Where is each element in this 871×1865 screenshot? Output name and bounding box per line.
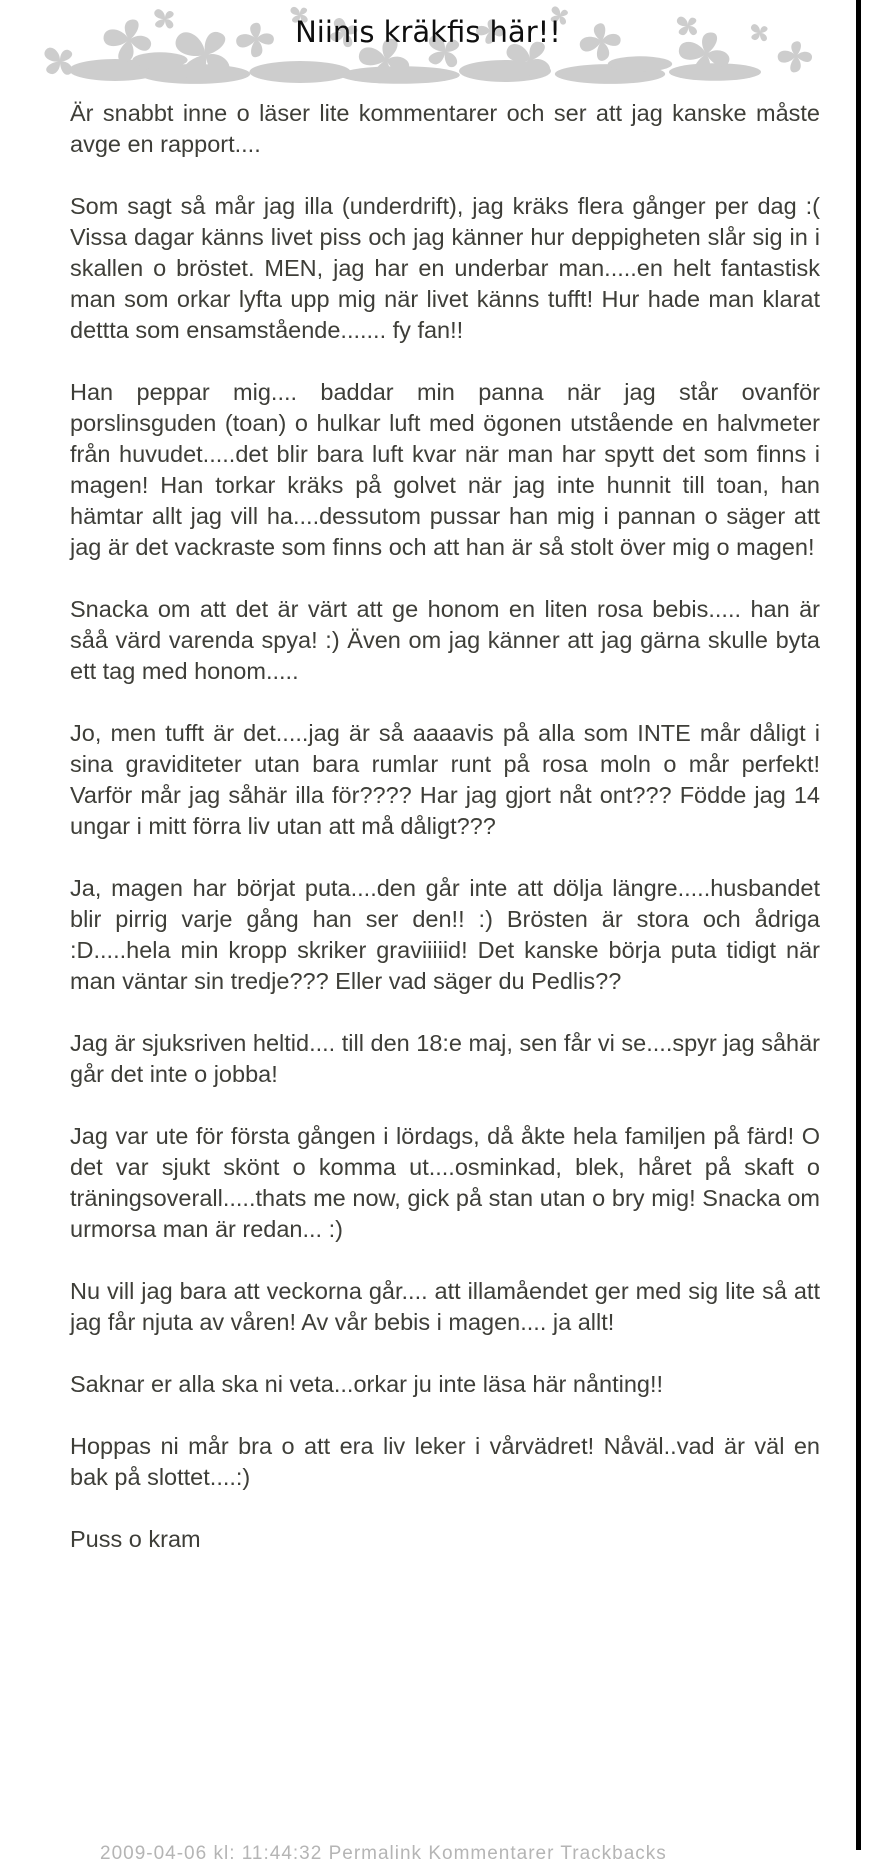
- post-paragraph: Han peppar mig.... baddar min panna när jag står ovanför porslinsguden (toan) o hulkar luft med ögonen utstående en halvmeter från huvudet.....det blir bara luft kvar när man har spytt det som finns i magen! Han torkar kräks på golvet när jag inte hunnit till toan, han hämtar allt jag vill ha....dessutom pussar han mig i pannan o säger att jag är det vackraste som finns och att han är så stolt över mig o magen!: [70, 379, 820, 560]
- post-title: Niinis kräkfis här!!: [295, 15, 561, 49]
- post-paragraph: Är snabbt inne o läser lite kommentarer och ser att jag kanske måste avge en rapport....: [70, 100, 820, 157]
- post-paragraph: Jo, men tufft är det.....jag är så aaaavis på alla som INTE mår dåligt i sina graviditeter utan bara rumlar runt på rosa moln o mår perfekt! Varför mår jag såhär illa för???? Har jag gjort nåt ont??? Födde jag 14 ungar i mitt förra liv utan att må dåligt???: [70, 720, 820, 839]
- post-paragraph: Saknar er alla ska ni veta...orkar ju inte läsa här nånting!!: [70, 1371, 664, 1397]
- post-meta-footer[interactable]: 2009-04-06 kl: 11:44:32 Permalink Kommentarer Trackbacks: [100, 1843, 667, 1864]
- post-paragraph: Jag är sjuksriven heltid.... till den 18:e maj, sen får vi se....spyr jag såhär går det inte o jobba!: [70, 1030, 820, 1087]
- post-paragraph: Snacka om att det är värt att ge honom en liten rosa bebis..... han är såå värd varenda spya! :) Även om jag känner att jag gärna skulle byta ett tag med honom.....: [70, 596, 820, 684]
- content-right-border: [856, 0, 861, 1850]
- post-paragraph: Puss o kram: [70, 1526, 201, 1552]
- post-paragraph: Jag var ute för första gången i lördags, då åkte hela familjen på färd! O det var sjukt skönt o komma ut....osminkad, blek, håret på skaft o träningsoverall.....thats me now, gick på stan utan o bry mig! Snacka om urmorsa man är redan... :): [70, 1123, 820, 1242]
- post-paragraph: Som sagt så mår jag illa (underdrift), jag kräks flera gånger per dag :( Vissa dagar känns livet piss och jag känner hur deppigheten slår sig in i skallen o bröstet. MEN, jag har en underbar man.....en helt fantastisk man som orkar lyfta upp mig när livet känns tufft! Hur hade man klarat dettta som ensamstående....... fy fan!!: [70, 193, 820, 343]
- post-paragraph: Hoppas ni mår bra o att era liv leker i vårvädret! Nåväl..vad är väl en bak på slottet....:): [70, 1433, 820, 1490]
- post-body: [70, 82, 820, 1555]
- post-paragraph: Nu vill jag bara att veckorna går.... att illamåendet ger med sig lite så att jag får njuta av våren! Av vår bebis i magen.... ja allt!: [70, 1278, 820, 1335]
- post-header: [0, 0, 856, 82]
- post-paragraph: Ja, magen har börjat puta....den går inte att dölja längre.....husbandet blir pirrig varje gång han ser den!! :) Brösten är stora och ådriga :D.....hela min kropp skriker graviiiiid! Det kanske börja puta tidigt när man väntar sin tredje??? Eller vad säger du Pedlis??: [70, 875, 820, 994]
